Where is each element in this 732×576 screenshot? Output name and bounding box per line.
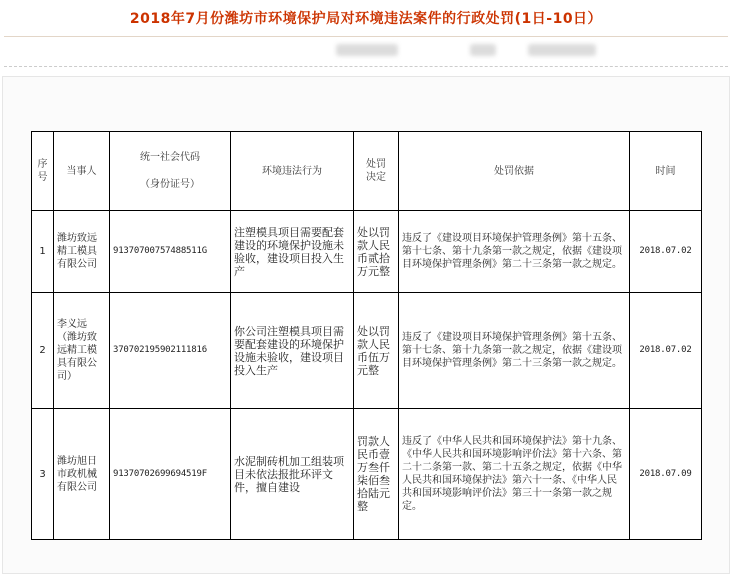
row-code: 91370702699694519F xyxy=(110,409,231,540)
row-act: 水泥制砖机加工组装项目未依法报批环评文件，擅自建设 xyxy=(231,409,354,540)
row-basis: 违反了《建设项目环境保护管理条例》第十五条、第十七条、第十九条第一款之规定，依据《建设项目环境保护管理条例》第二十三条第一款之规定。 xyxy=(399,211,630,293)
row-basis: 违反了《建设项目环境保护管理条例》第十五条、第十七条、第十九条第一款之规定，依据《建设项目环境保护管理条例》第二十三条第一款之规定。 xyxy=(399,293,630,409)
header-act: 环境违法行为 xyxy=(231,132,354,211)
header-seq: 序号 xyxy=(32,132,54,211)
header-party: 当事人 xyxy=(54,132,110,211)
title-divider xyxy=(4,36,728,37)
row-party: 李义远（潍坊致远精工模具有限公司） xyxy=(54,293,110,409)
row-party: 潍坊致远精工模具有限公司 xyxy=(54,211,110,293)
source-info-blurred xyxy=(336,44,398,56)
header-code: 统一社会代码 （身份证号） xyxy=(110,132,231,211)
row-decision: 处以罚款人民币贰拾万元整 xyxy=(354,211,399,293)
table-row xyxy=(32,211,702,293)
row-time: 2018.07.02 xyxy=(630,211,702,293)
row-party: 潍坊旭日市政机械有限公司 xyxy=(54,409,110,540)
header-basis: 处罚依据 xyxy=(399,132,630,211)
row-seq: 2 xyxy=(32,293,54,409)
row-time: 2018.07.09 xyxy=(630,409,702,540)
views-info-blurred xyxy=(528,44,596,56)
row-act: 你公司注塑模具项目需要配套建设的环境保护设施未验收，建设项目投入生产 xyxy=(231,293,354,409)
row-seq: 3 xyxy=(32,409,54,540)
row-decision: 罚款人民币壹万叁仟柒佰叁拾陆元整 xyxy=(354,409,399,540)
header-decision: 处罚决定 xyxy=(354,132,399,211)
row-code: 91370700757488511G xyxy=(110,211,231,293)
penalty-table xyxy=(31,131,702,540)
header-time: 时间 xyxy=(630,132,702,211)
table-row xyxy=(32,293,702,409)
row-basis: 违反了《中华人民共和国环境保护法》第十九条、《中华人民共和国环境影响评价法》第十六条、第二十二条第一款、第二十五条之规定，依据《中华人民共和国环境保护法》第六十一条、《中华人民共和国环境影响评价法》第三十一条第一款之规定。 xyxy=(399,409,630,540)
row-seq: 1 xyxy=(32,211,54,293)
row-code: 370702195902111816 xyxy=(110,293,231,409)
table-row xyxy=(32,409,702,540)
row-decision: 处以罚款人民币伍万元整 xyxy=(354,293,399,409)
date-info-blurred xyxy=(470,44,496,56)
table-header-row xyxy=(32,132,702,211)
meta-divider xyxy=(4,66,728,67)
row-time: 2018.07.02 xyxy=(630,293,702,409)
page-title: 2018年7月份潍坊市环境保护局对环境违法案件的行政处罚(1日-10日） xyxy=(129,11,603,27)
row-act: 注塑模具项目需要配套建设的环境保护设施未验收，建设项目投入生产 xyxy=(231,211,354,293)
